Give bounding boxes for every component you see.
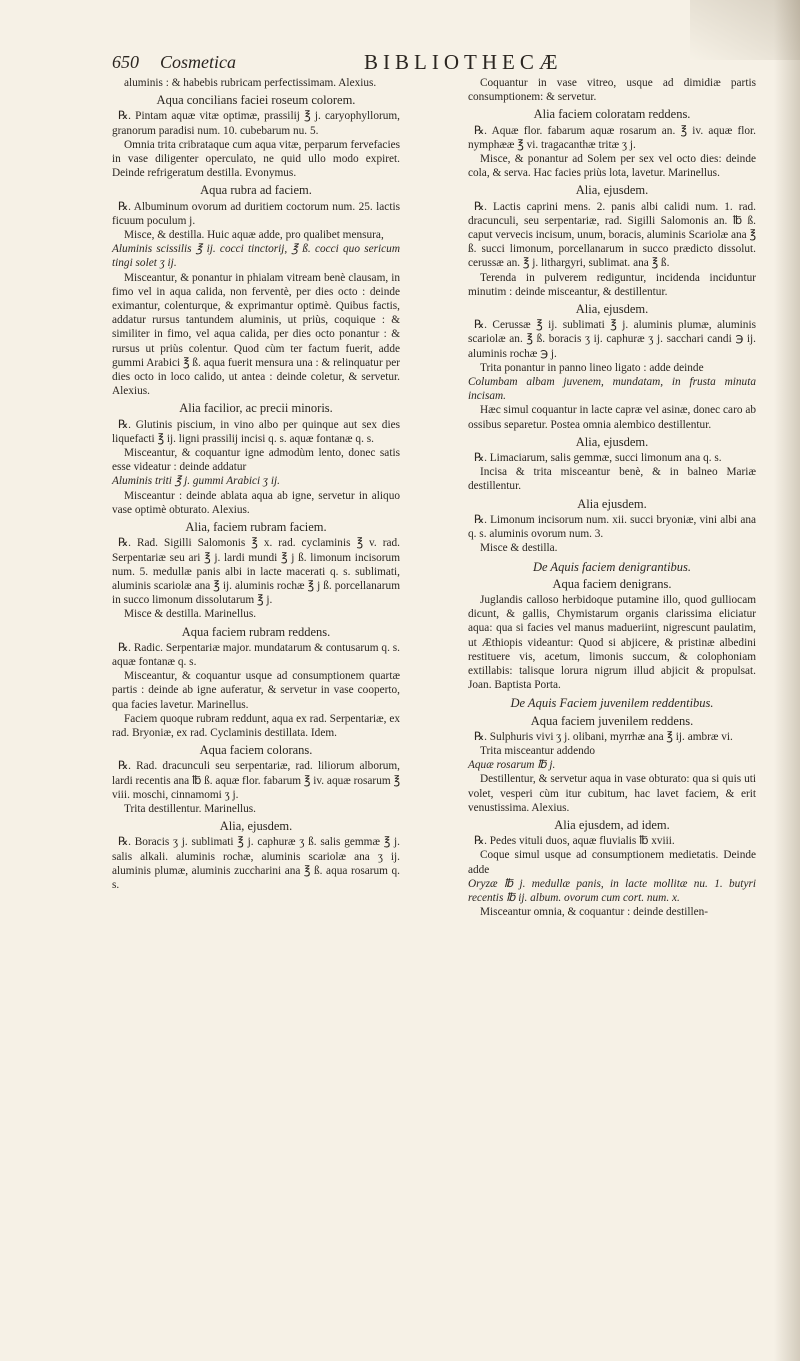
- recipe-text: ℞. Radic. Serpentariæ major. mundatarum & contusarum q. s. aquæ fontanæ q. s.: [112, 641, 400, 668]
- paragraph: Misceantur omnia, & coquantur : deinde destillen-: [480, 906, 709, 919]
- running-header: [112, 50, 752, 76]
- recipe-text: ℞. Cerussæ ℥ ij. sublimati ℥ j. aluminis plumæ, aluminis scariolæ an. ℥ ß. boracis ʒ ij. caphuræ ʒ j. sacchari candi ℈ ij. aluminis rochæ ℈ j.: [468, 319, 756, 360]
- chapter-heading: De Aquis Faciem juvenilem reddentibus.: [510, 696, 714, 711]
- section-heading: Alia, ejusdem.: [219, 819, 293, 834]
- running-title: BIBLIOTHECÆ: [364, 50, 563, 74]
- paragraph: Misce, & destilla. Huic aquæ adde, pro qualibet mensura,: [124, 229, 384, 242]
- page-edge-shadow: [774, 0, 800, 1361]
- section-heading: Alia, ejusdem.: [575, 434, 649, 449]
- recipe-text: ℞. Pintam aquæ vitæ optimæ, prassilij ℥ j. caryophyllorum, granorum paradisi num. 10. cubebarum nu. 5.: [112, 110, 400, 137]
- page-number: 650: [112, 52, 139, 72]
- section-title: Cosmetica: [160, 52, 236, 72]
- paragraph: Hæc simul coquantur in lacte capræ vel asinæ, donec caro ab ossibus separetur. Postea omnia alembico destillentur.: [468, 404, 756, 431]
- recipe-text: ℞. Albuminum ovorum ad duritiem coctorum num. 25. lactis ficuum poculum j.: [112, 200, 400, 227]
- section-heading: Alia faciem coloratam reddens.: [533, 107, 691, 122]
- paragraph: Juglandis calloso herbidoque putamine illo, quod gulliocam dicunt, & gallis, Chymistarum organis clarissima eliciatur aqua: qua si facies vel manus madueriint, nigrescunt paulatim, ut Æthiopis videantur: Quod si abjicere, & pristinæ albedini restituere vis, acetum, limonis succum, & colophoniam extillabis: talisque lorura nigrum illud abjicit & propulsat. Joan. Baptista Porta.: [468, 593, 756, 692]
- ingredient-line: Columbam albam juvenem, mundatam, in frusta minuta incisam.: [468, 376, 756, 403]
- paragraph: Misceantur, & coquantur igne admodùm lento, donec satis esse videatur : deinde addatur: [112, 447, 400, 474]
- section-heading: Alia, faciem rubram faciem.: [185, 520, 327, 535]
- recipe-text: ℞. Boracis ʒ j. sublimati ℥ j. caphuræ ʒ ß. salis gemmæ ℥ j. salis alkali. aluminis rochæ, aluminis scariolæ ana ʒ ij. aluminis plumæ, aluminis zuccharini ana ℥ ß. aqua rosarum q. s.: [112, 836, 400, 891]
- paragraph: Coquantur in vase vitreo, usque ad dimidiæ partis consumptionem: & servetur.: [468, 77, 756, 104]
- paragraph: Destillentur, & servetur aqua in vase obturato: qua si quis uti volet, vesperi cùm itur cubitum, hac lavet faciem, & erit venustissima. Alexius.: [468, 773, 756, 814]
- section-heading: Alia ejusdem, ad idem.: [554, 817, 670, 832]
- recipe-text: ℞. Glutinis piscium, in vino albo per quinque aut sex dies liquefacti ℥ ij. ligni prassilij incisi q. s. aquæ fontanæ q. s.: [112, 418, 400, 445]
- section-heading: Aqua concilians faciei roseum colorem.: [156, 93, 356, 108]
- paragraph: Trita ponantur in panno lineo ligato : adde deinde: [480, 361, 704, 374]
- recipe-text: ℞. Rad. dracunculi seu serpentariæ, rad. liliorum alborum, lardi recentis ana ℔ ß. aquæ flor. fabarum ℥ iv. aquæ rosarum ℥ viii. moschi, cinnamomi ʒ j.: [112, 760, 400, 801]
- section-heading: Aqua rubra ad faciem.: [200, 183, 312, 198]
- left-column: [112, 76, 400, 892]
- paragraph: Misceantur, & ponantur in phialam vitream benè clausam, in fimo vel in aqua calida, non ferventè, per dies octo : deinde eximantur, colenturque, & exprimantur optimè. Quibus factis, addatur rursus tantundem aluminis, ut priùs, coquique : & similiter in fimo, vel aqua calida, per dies octo ponantur : & rursus ut priùs colentur. Quod cùm ter factum fuerit, adde gummi Arabici ℥ ß. aqua fuerit mensura una : & relinquatur per dies octo in loco calido, ut antea : deinde coletur, & servetur. Alexius.: [112, 271, 400, 398]
- ingredient-line: Oryzæ ℔ j. medullæ panis, in lacte mollitæ nu. 1. butyri recentis ℔ ij. album. ovorum cum cort. num. x.: [468, 877, 756, 904]
- section-heading: Aqua faciem rubram reddens.: [181, 624, 331, 639]
- paragraph: Misceantur, & coquantur usque ad consumptionem quartæ partis : deinde ab igne auferatur, & servetur in vase cooperto, qua facies lavetur. Marinellus.: [112, 670, 400, 711]
- ingredient-line: Aluminis scissilis ℥ ij. cocci tinctorij, ℥ ß. cocci quo sericum tingi solet ʒ ij.: [112, 243, 400, 270]
- paragraph: Misceantur : deinde ablata aqua ab igne, servetur in aliquo vase optimè obturato. Alexius.: [112, 489, 400, 516]
- paragraph: Coque simul usque ad consumptionem medietatis. Deinde adde: [468, 849, 756, 876]
- paragraph: Misce, & ponantur ad Solem per sex vel octo dies: deinde cola, & serva. Hac facies priùs lota, lavetur. Marinellus.: [468, 153, 756, 180]
- section-heading: Alia, ejusdem.: [575, 302, 649, 317]
- right-column: [468, 76, 756, 919]
- paragraph: Trita misceantur addendo: [480, 744, 596, 757]
- recipe-text: ℞. Lactis caprini mens. 2. panis albi calidi num. 1. rad. dracunculi, seu serpentariæ, rad. Sigilli Salomonis an. ℔ ß. caput vervecis incisum, unum, boracis, aluminis Scariolæ ana ℥ ß. succi limonum, porcellanarum in succo prædicto dissolut. cerussæ an. ℥ j. lithargyri, sublimat. ana ℥ ß.: [468, 200, 756, 270]
- paragraph: Misce & destilla.: [480, 542, 558, 555]
- section-heading: Aqua faciem juvenilem reddens.: [530, 713, 694, 728]
- recipe-text: ℞. Rad. Sigilli Salomonis ℥ x. rad. cyclaminis ℥ v. rad. Serpentariæ seu ari ℥ j. lardi mundi ℥ j ß. limonum incisorum num. 5. medullæ panis albi in lacte macerati q. s. sublimati, aluminis scariolæ ana ℥ ij. aluminis rochæ ℥ j ß. porcellanarum in succo limonum dissolutarum ℥ j.: [112, 537, 400, 607]
- chapter-heading: De Aquis faciem denigrantibus.: [532, 559, 692, 574]
- recipe-text: ℞. Limaciarum, salis gemmæ, succi limonum ana q. s.: [474, 452, 722, 465]
- paragraph: Omnia trita cribrataque cum aqua vitæ, perparum fervefacies in vase diligenter operculato, ne quid ullo modo expiret. Deinde refrigeratum destilla. Evonymus.: [112, 138, 400, 180]
- paragraph: Trita destillentur. Marinellus.: [124, 802, 256, 815]
- paragraph: Terenda in pulverem rediguntur, incidenda inciduntur minutim : deinde misceantur, & destillentur.: [468, 271, 756, 298]
- paragraph: Faciem quoque rubram reddunt, aqua ex rad. Serpentariæ, ex rad. Bryoniæ, ex rad. Cyclaminis destillata. Idem.: [112, 712, 400, 739]
- recipe-text: ℞. Sulphuris vivi ʒ j. olibani, myrrhæ ana ℥ ij. ambræ vi.: [474, 730, 733, 743]
- section-heading: Aqua faciem denigrans.: [552, 576, 672, 591]
- paragraph: aluminis : & habebis rubricam perfectissimam. Alexius.: [124, 77, 377, 89]
- section-heading: Alia facilior, ac precii minoris.: [179, 401, 333, 416]
- ingredient-line: Aquæ rosarum ℔ j.: [468, 759, 556, 772]
- section-heading: Alia, ejusdem.: [575, 183, 649, 198]
- paragraph: Incisa & trita misceantur benè, & in balneo Mariæ destillentur.: [468, 466, 756, 493]
- recipe-text: ℞. Aquæ flor. fabarum aquæ rosarum an. ℥ iv. aquæ flor. nymphææ ℥ vi. tragacanthæ tritæ ʒ j.: [468, 124, 756, 151]
- ingredient-line: Aluminis triti ℥ j. gummi Arabici ʒ ij.: [112, 475, 280, 488]
- section-heading: Aqua faciem colorans.: [199, 743, 313, 758]
- section-heading: Alia ejusdem.: [577, 496, 647, 511]
- recipe-text: ℞. Pedes vituli duos, aquæ fluvialis ℔ xviii.: [474, 835, 675, 848]
- recipe-text: ℞. Limonum incisorum num. xii. succi bryoniæ, vini albi ana q. s. aluminis ovorum num. 3.: [468, 513, 756, 541]
- paragraph: Misce & destilla. Marinellus.: [124, 608, 257, 621]
